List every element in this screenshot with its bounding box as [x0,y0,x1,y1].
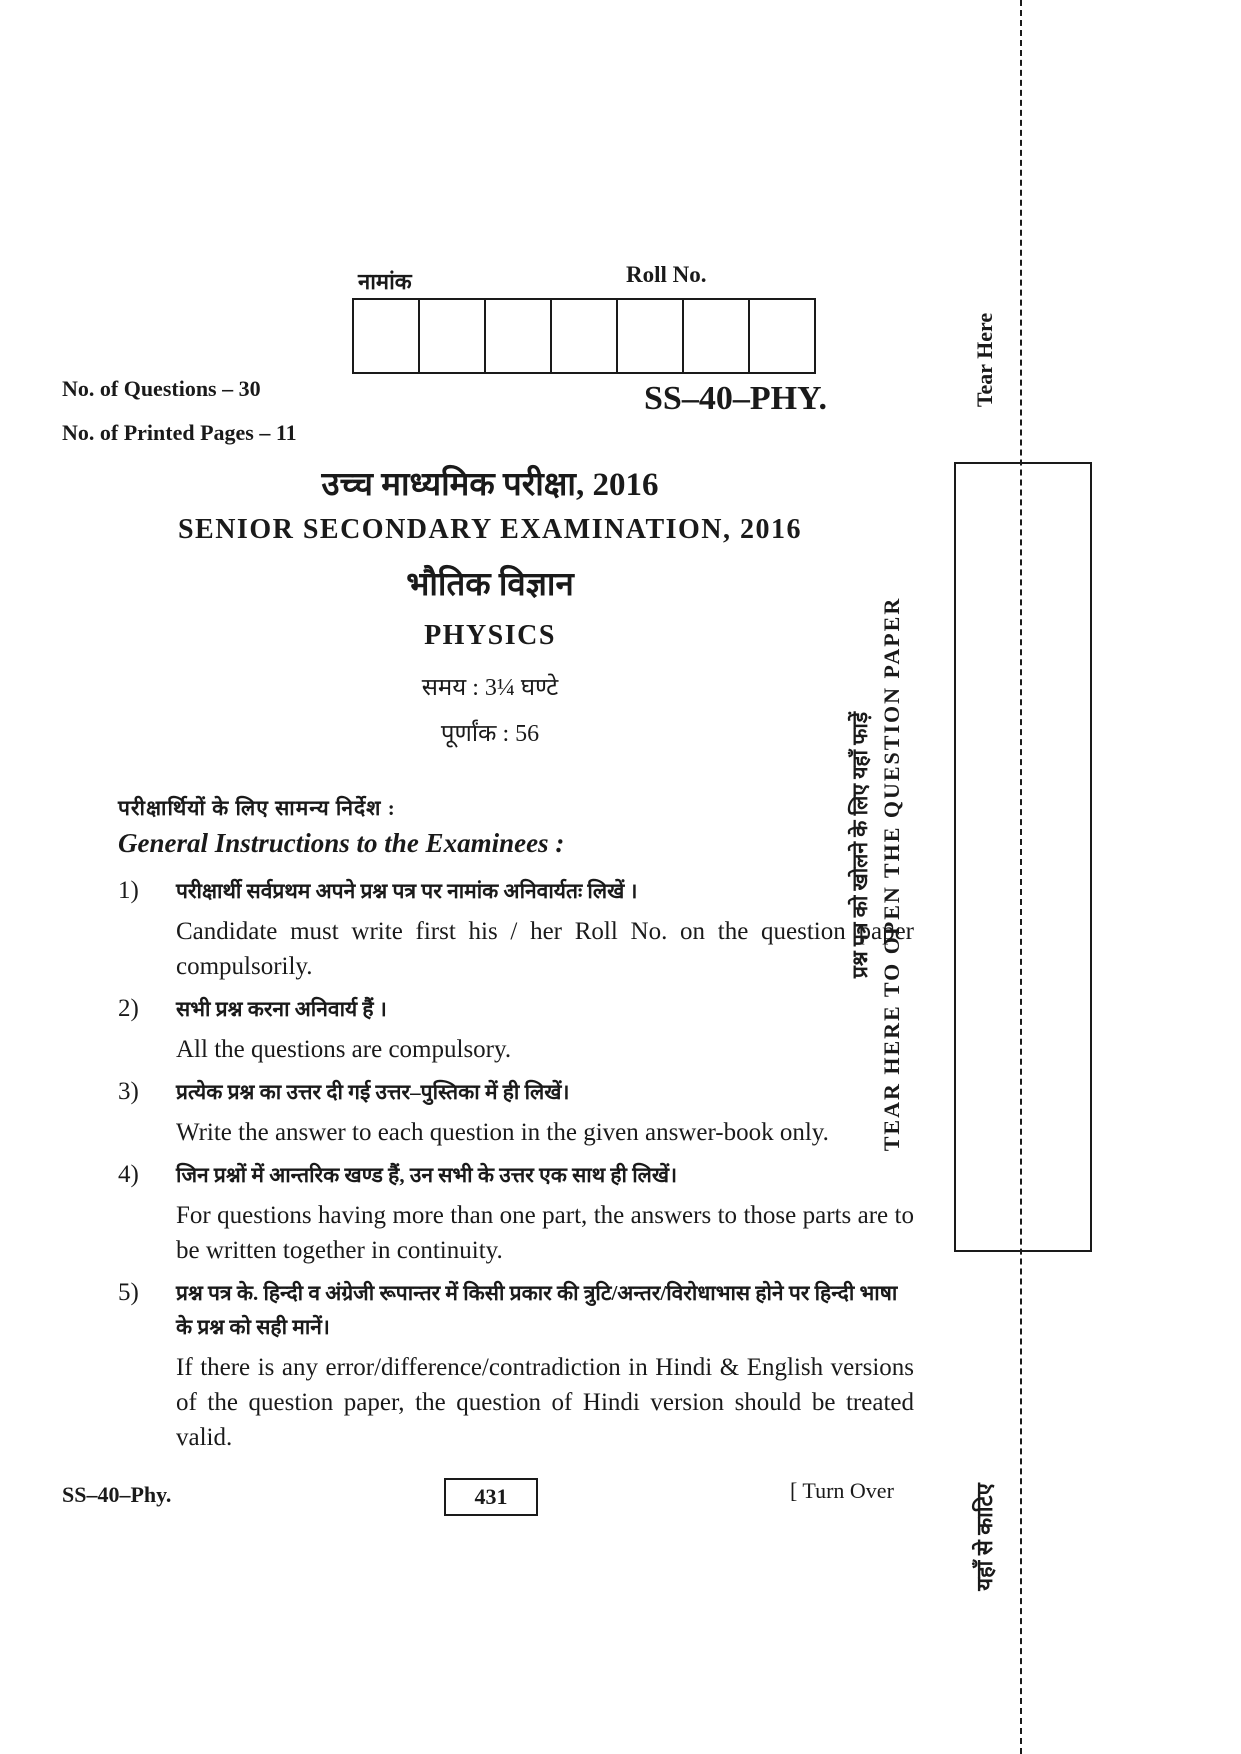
footer-paper-code: SS–40–Phy. [62,1482,172,1507]
roll-digit-box[interactable] [354,300,420,372]
instruction-hindi: परीक्षार्थी सर्वप्रथम अपने प्रश्न पत्र पर नामांक अनिवार्यतः लिखें । [176,879,638,903]
tear-instruction-english: TEAR HERE TO OPEN THE QUESTION PAPER [879,596,904,1152]
instruction-number: 3) [118,1078,139,1105]
roll-digit-box[interactable] [618,300,684,372]
roll-digit-box[interactable] [750,300,814,372]
instruction-hindi: प्रत्येक प्रश्न का उत्तर दी गई उत्तर–पुस्तिका में ही लिखें। [176,1080,570,1104]
number-of-pages: No. of Printed Pages – 11 [62,420,297,445]
roll-digit-box[interactable] [684,300,750,372]
exam-time: समय : 3¼ घण्टे [421,675,559,701]
instruction-item [118,1276,914,1455]
exam-title-hindi: उच्च माध्यमिक परीक्षा, 2016 [321,467,659,503]
cut-here-label: यहाँ से काटिए [972,1483,997,1591]
instruction-number: 1) [118,877,139,904]
instruction-item [118,1158,914,1268]
turn-over-label: [ Turn Over [790,1478,894,1503]
tear-instruction-box [954,462,1092,1252]
instruction-number: 2) [118,995,139,1022]
instructions-list [118,874,914,1463]
instruction-number: 5) [118,1279,139,1306]
instruction-english: Write the answer to each question in the given answer-book only. [176,1119,829,1146]
roll-digit-box[interactable] [420,300,486,372]
number-of-questions: No. of Questions – 30 [62,376,261,401]
roll-label-english: Roll No. [626,262,707,287]
instruction-item [118,874,914,984]
instruction-english: All the questions are compulsory. [176,1036,512,1063]
subject-hindi: भौतिक विज्ञान [406,567,574,603]
instruction-hindi: जिन प्रश्नों में आन्तरिक खण्ड हैं, उन सभी के उत्तर एक साथ ही लिखें। [176,1163,678,1187]
instruction-english: For questions having more than one part, the answers to those parts are to be written together in continuity. [176,1202,914,1264]
instruction-item [118,1075,914,1150]
instruction-item [118,992,914,1067]
instructions-heading-hindi: परीक्षार्थियों के लिए सामन्य निर्देश : [118,796,396,820]
instruction-english: If there is any error/difference/contradiction in Hindi & English versions of the question paper, the question of Hindi version should be treated valid. [176,1354,914,1451]
subject-english: PHYSICS [424,620,556,651]
roll-number-boxes [352,298,816,374]
tear-instruction-hindi: प्रश्न पत्र को खोलने के लिए यहाँ फाड़ें [848,711,872,979]
roll-digit-box[interactable] [552,300,618,372]
roll-label-hindi: नामांक [358,269,412,294]
max-marks: पूर्णांक : 56 [440,721,540,747]
instruction-number: 4) [118,1161,139,1188]
instructions-heading-english: General Instructions to the Examinees : [118,828,565,858]
roll-digit-box[interactable] [486,300,552,372]
instruction-english: Candidate must write first his / her Roll No. on the question paper compulsorily. [176,918,914,980]
instruction-hindi: प्रश्न पत्र के. हिन्दी व अंग्रेजी रूपान्तर में किसी प्रकार की त्रुटि/अन्तर/विरोधाभास होने पर हिन्दी भाषा के प्रश्न को सही मानें। [176,1281,898,1339]
paper-code: SS–40–PHY. [644,380,827,417]
footer-page-number: 431 [444,1478,538,1516]
exam-title-english: SENIOR SECONDARY EXAMINATION, 2016 [177,514,803,545]
tear-here-label: Tear Here [972,312,997,408]
instruction-hindi: सभी प्रश्न करना अनिवार्य हैं । [176,997,387,1021]
